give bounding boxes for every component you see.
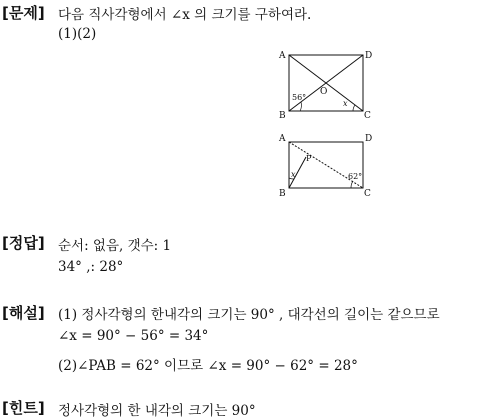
fig2-angle-x: x [291, 170, 296, 179]
answer-order: 순서: 없음, 갯수: 1 [58, 238, 172, 254]
hint-tag: [힌트] [2, 399, 45, 417]
fig2-angle-62: 62° [348, 172, 363, 181]
fig1-label-a: A [279, 51, 286, 61]
problem-question: 다음 직사각형에서 ∠x 의 크기를 구하여라. [58, 7, 312, 23]
fig2-label-c: C [364, 189, 371, 199]
solution-line-1: (1) 정사각형의 한내각의 크기는 90° , 대각선의 길이는 같으므로 [58, 307, 440, 323]
fig1-label-d: D [365, 51, 373, 61]
figure-2-rectangle-point-p [275, 128, 385, 200]
fig2-label-p: P [306, 154, 312, 163]
answer-tag: [정답] [2, 234, 45, 252]
problem-sub-label: (1)(2) [58, 26, 97, 42]
fig1-angle-x: x [343, 99, 348, 108]
fig1-label-c: C [364, 111, 371, 121]
figure-1-rectangle-diagonals [275, 45, 385, 125]
hint-text: 정사각형의 한 내각의 크기는 90° [58, 403, 256, 419]
solution-line-2: ∠x = 90° − 56° = 34° [58, 328, 209, 344]
solution-line-3: (2)∠PAB = 62° 이므로 ∠x = 90° − 62° = 28° [58, 358, 358, 374]
fig1-label-b: B [279, 111, 286, 121]
fig2-label-a: A [279, 134, 286, 144]
fig2-label-b: B [279, 189, 286, 199]
solution-tag: [해설] [2, 304, 45, 322]
problem-tag: [문제] [2, 4, 45, 22]
fig1-angle-56: 56° [292, 93, 307, 102]
fig1-label-o: O [320, 87, 328, 97]
fig2-label-d: D [365, 134, 373, 144]
answer-values: 34° ,: 28° [58, 259, 124, 275]
